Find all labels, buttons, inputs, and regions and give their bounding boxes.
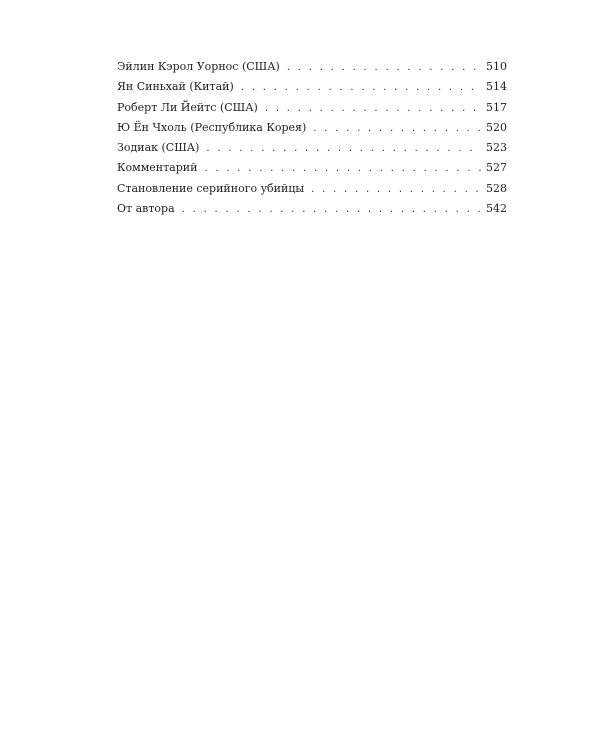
toc-entry[interactable] [117,179,507,199]
toc-entry-title: Ю Ён Чхоль (Республика Корея) [117,120,307,134]
toc-entry[interactable] [117,118,507,138]
toc-entry-title: Становление серийного убийцы [117,181,305,195]
toc-dot-leader [206,139,481,159]
toc-entry-page: 517 [486,100,507,114]
toc-dot-leader [204,159,481,179]
toc-dot-leader [265,99,481,119]
toc-entry[interactable] [117,77,507,97]
toc-entry[interactable] [117,199,507,219]
toc-entry-title: Роберт Ли Йейтс (США) [117,100,258,114]
toc-entry-title: От автора [117,202,175,216]
toc-entry[interactable] [117,138,507,158]
toc-entry[interactable] [117,57,507,77]
toc-entry-page: 528 [486,181,507,195]
toc-entry-title: Зодиак (США) [117,141,200,155]
toc-entry-title: Ян Синьхай (Китай) [117,80,234,94]
toc-dot-leader [313,119,481,139]
toc-entry-page: 514 [486,80,507,94]
toc-dot-leader [241,78,481,98]
toc-dot-leader [287,58,481,78]
toc-entry-page: 523 [486,141,507,155]
toc-entry[interactable] [117,158,507,178]
toc-dot-leader [311,180,481,200]
toc-dot-leader [182,200,481,220]
toc-entry-page: 520 [486,120,507,134]
toc-entry-title: Эйлин Кэрол Уорнос (США) [117,60,280,73]
toc-entry[interactable] [117,98,507,118]
toc-entry-page: 542 [486,202,507,216]
toc-entry-page: 527 [486,161,507,175]
table-of-contents [117,57,507,219]
toc-entry-page: 510 [486,60,507,73]
toc-entry-title: Комментарий [117,161,198,175]
